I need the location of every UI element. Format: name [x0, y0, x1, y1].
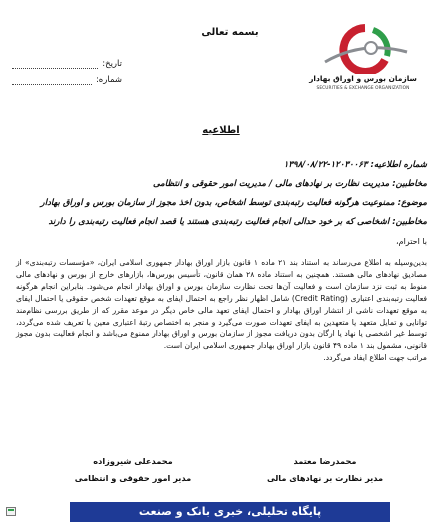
notice-number-line: شماره اطلاعیه: ۱۲۰۳۰۰۶۳-۱۳۹۸/۰۸/۲۲ [283, 160, 427, 170]
document-corner-icon [6, 507, 16, 516]
signer-title-left: مدیر امور حقوقی و انتظامی [74, 473, 192, 483]
notice-audience-line: مخاطبین: مدیریت نظارت بر نهادهای مالی / مدیریت امور حقوقی و انتظامی [153, 179, 427, 189]
date-dotted-line [12, 59, 98, 69]
bismillah-heading: بسمه تعالی [201, 27, 259, 38]
date-field [12, 56, 122, 72]
notice-body-paragraph: بدین‌وسیله به اطلاع می‌رساند به استناد بند ۲۱ ماده ۱ قانون بازار اوراق بهادار جمهوری اسلامی ایران، «مؤسسات رتبه‌بندی» از مصادیق نهادهای مالی هستند. همچنین به استناد ماده ۲۸ همان قانون، تأسیس بورس‌ها، بازارهای خارج از بورس و نهادهای مالی منوط به ثبت نزد سازمان است و فعالیت آن‌ها تحت نظارت سازمان بورس و اوراق بهادار انجام می‌شود. بنابراین انجام هرگونه فعالیت رتبه‌بندی اعتباری (Credit Rating) شامل اظهار نظر راجع به احتمال ایفای به موقع تعهدات شخص حقوقی یا احتمال ایفای به موقع تعهدات ناشی از انتشار اوراق بهادار و احتمال ایفای تعهد مالی خاص دیگر در موعد مقرر که از طریق بررسی نظام‌مند توانایی و تمایل متعهد یا متعهدین به ایفای تعهدات صورت می‌گیرد و منجر به اختصاص رتبهٔ اعتباری معین با تعریف شده می‌گردد، توسط غیر اشخصی یا نهاد یا ارگان بدون دریافت مجوز از سازمان بورس و اوراق بهادار ممنوع می‌باشد و انجام فعالیت بدون مجوز قانونی، مشمول بند ۱ ماده ۴۹ قانون بازار اوراق بهادار جمهوری اسلامی ایران است. [16, 258, 428, 351]
notice-closing: مراتب جهت اطلاع ایفاد می‌گردد. [323, 353, 427, 363]
notice-body [16, 257, 427, 364]
reference-fields [12, 56, 122, 88]
number-label: شماره: [95, 75, 122, 85]
org-name-fa: سازمان بورس و اوراق بهادار [309, 74, 417, 83]
signer-title-right: مدیر نظارت بر نهادهای مالی [266, 473, 384, 483]
notice-title: اطلاعیه [202, 125, 240, 136]
notice-header-block [17, 156, 427, 251]
watermark-banner: پایگاه تحلیلی، خبری بانک و صنعت [70, 502, 390, 522]
notice-subject-line: موضوع: ممنوعیت هرگونه فعالیت رتبه‌بندی توسط اشخاص، بدون اخذ مجوز از سازمان بورس و اوراق بهادار [40, 198, 427, 208]
org-name-en: SECURITIES & EXCHANGE ORGANIZATION [316, 86, 410, 91]
signature-left [58, 453, 208, 487]
notice-summary-line: مخاطبین: اشخاصی که بر خود حدالی انجام فعالیت رتبه‌بندی هستند یا قصد انجام فعالیت رتبه‌بندی را دارند [48, 217, 427, 227]
notice-greeting: با احترام، [396, 237, 427, 246]
signer-name-right: محمدرضا معتمد [293, 456, 357, 466]
signer-name-left: محمدعلی شیروزاده [93, 456, 173, 466]
date-label: تاریخ: [102, 59, 122, 69]
number-field [12, 72, 122, 88]
seo-logo [303, 22, 423, 104]
seo-emblem-icon [303, 22, 423, 74]
signature-right [250, 453, 400, 487]
number-dotted-line [12, 75, 92, 85]
